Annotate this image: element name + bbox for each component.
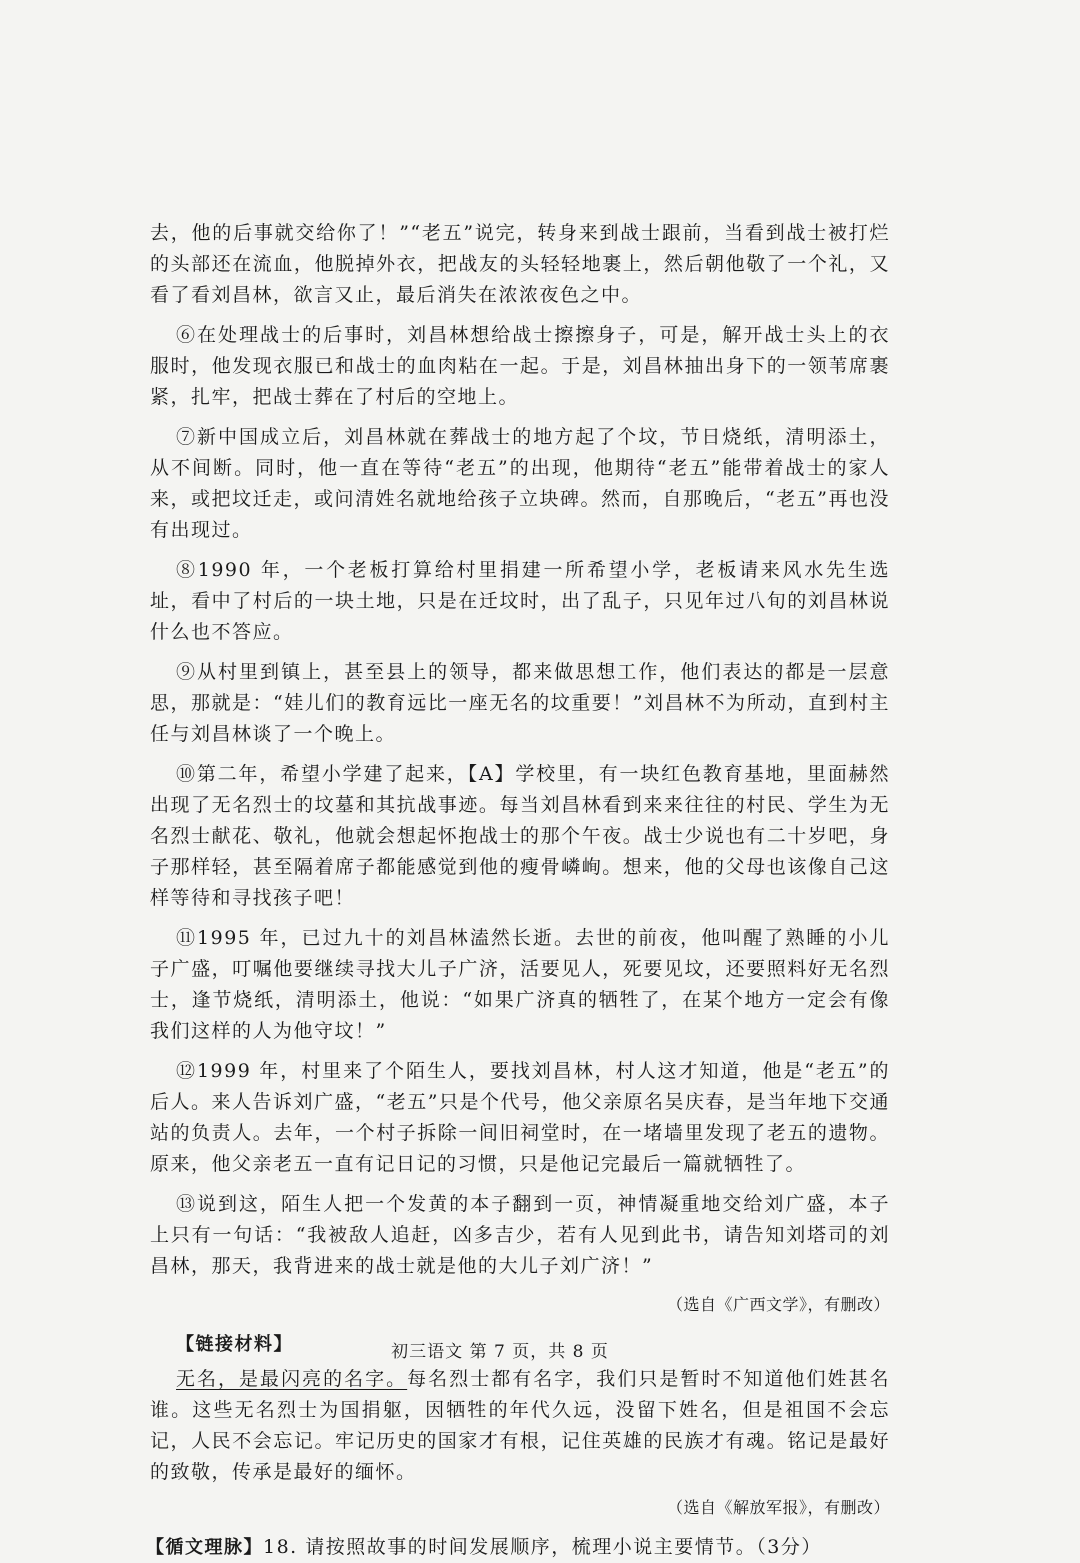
- paragraph-8: ⑧1990 年，一个老板打算给村里捐建一所希望小学，老板请来风水先生选址，看中了村后的一块土地，只是在迁坟时，出了乱子，只见年过八旬的刘昌林说什么也不答应。: [150, 559, 890, 643]
- question-18: [146, 1532, 890, 1563]
- paragraph-continued: 去，他的后事就交给你了！”“老五”说完，转身来到战士跟前，当看到战士被打烂的头部还在流血，他脱掉外衣，把战友的头轻轻地裹上，然后朝他敬了一个礼，又看了看刘昌林，欲言又止，最后消失在浓浓夜色之中。: [150, 222, 890, 306]
- paragraph-11: ⑪1995 年，已过九十的刘昌林溘然长逝。去世的前夜，他叫醒了熟睡的小儿子广盛，叮嘱他要继续寻找大儿子广济，活要见人，死要见坟，还要照料好无名烈士，逢节烧纸，清明添土，他说：“如果广济真的牺牲了，在某个地方一定会有像我们这样的人为他守坟！”: [150, 927, 890, 1042]
- paragraph-6: ⑥在处理战士的后事时，刘昌林想给战士擦擦身子，可是，解开战士头上的衣服时，他发现衣服已和战士的血肉粘在一起。于是，刘昌林抽出身下的一领苇席裹紧，扎牢，把战士葬在了村后的空地上。: [150, 324, 890, 408]
- link-material-paragraph: [150, 1364, 890, 1488]
- source-citation-2: （选自《解放军报》，有删改）: [666, 1498, 890, 1517]
- paragraph-12: ⑫1999 年，村里来了个陌生人，要找刘昌林，村人这才知道，他是“老五”的后人。来人告诉刘广盛，“老五”只是个代号，他父亲原名吴庆春，是当年地下交通站的负责人。去年，一个村子拆除一间旧祠堂时，在一堵墙里发现了老五的遗物。原来，他父亲老五一直有记日记的习惯，只是他记完最后一篇就牺牲了。: [150, 1060, 890, 1175]
- question-text: 18. 请按照故事的时间发展顺序，梳理小说主要情节。（3分）: [263, 1536, 822, 1558]
- page-footer: 初三语文 第 7 页，共 8 页: [391, 1342, 609, 1362]
- link-material-underlined: 无名，是最闪亮的名字。: [176, 1368, 408, 1390]
- source-citation-1: （选自《广西文学》，有删改）: [666, 1295, 890, 1314]
- paragraph-10: ⑩第二年，希望小学建了起来，【A】学校里，有一块红色教育基地，里面赫然出现了无名烈士的坟墓和其抗战事迹。每当刘昌林看到来来往往的村民、学生为无名烈士献花、敬礼，他就会想起怀抱战士的那个午夜。战士少说也有二十岁吧，身子那样轻，甚至隔着席子都能感觉到他的瘦骨嶙峋。想来，他的父母也该像自己这样等待和寻找孩子吧！: [150, 763, 890, 909]
- link-material-text: 每名烈士都有名字，我们只是暂时不知道他们姓甚名谁。这些无名烈士为国捐躯，因牺牲的年代久远，没留下姓名，但是祖国不会忘记，人民不会忘记。牢记历史的国家才有根，记住英雄的民族才有魂。铭记是最好的致敬，传承是最好的缅怀。: [150, 1368, 890, 1483]
- paragraph-9: ⑨从村里到镇上，甚至县上的领导，都来做思想工作，他们表达的都是一层意思，那就是：“娃儿们的教育远比一座无名的坟重要！”刘昌林不为所动，直到村主任与刘昌林谈了一个晚上。: [150, 661, 890, 745]
- paragraph-7: ⑦新中国成立后，刘昌林就在葬战士的地方起了个坟，节日烧纸，清明添土，从不间断。同时，他一直在等待“老五”的出现，他期待“老五”能带着战士的家人来，或把坟迁走，或问清姓名就地给孩子立块碑。然而，自那晚后，“老五”再也没有出现过。: [150, 426, 890, 541]
- question-tag: 【循文理脉】: [146, 1537, 263, 1558]
- link-material-heading: 【链接材料】: [176, 1334, 293, 1355]
- paragraph-13: ⑬说到这，陌生人把一个发黄的本子翻到一页，神情凝重地交给刘广盛，本子上只有一句话：“我被敌人追赶，凶多吉少，若有人见到此书，请告知刘塔司的刘昌林，那天，我背进来的战士就是他的大儿子刘广济！”: [150, 1193, 890, 1277]
